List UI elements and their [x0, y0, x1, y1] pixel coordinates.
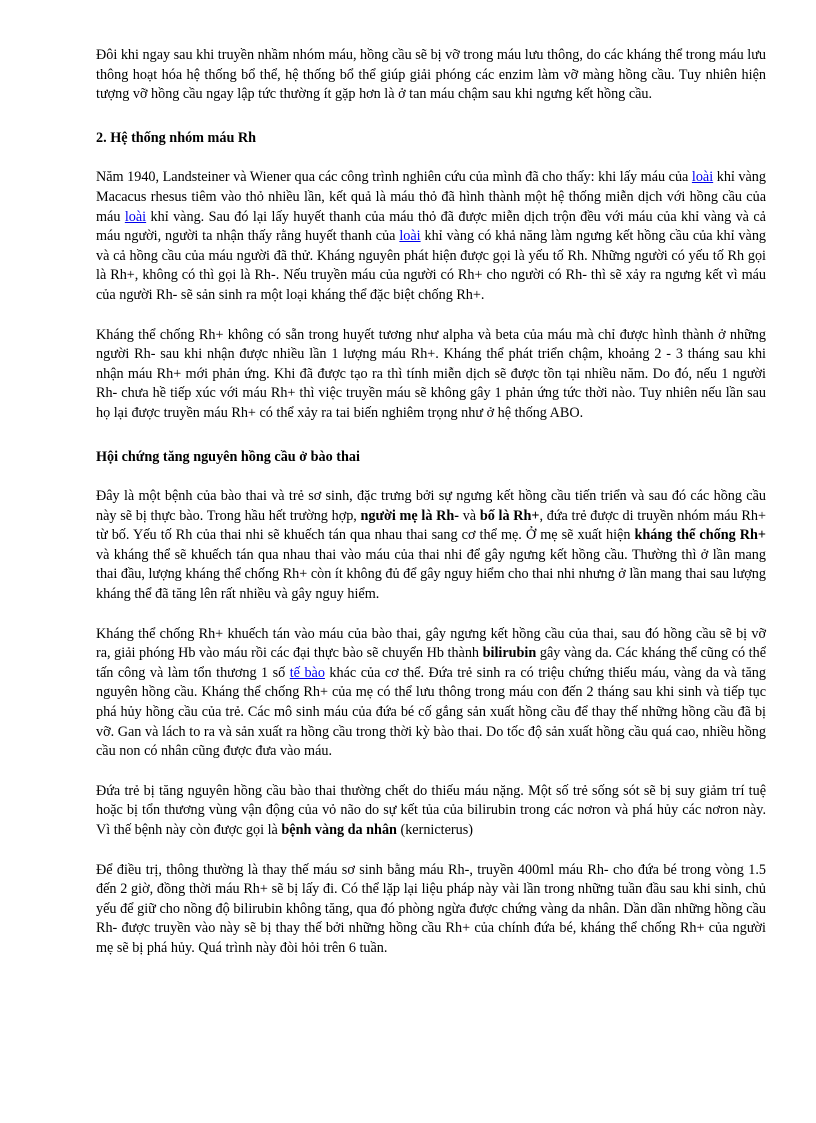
- text-run: khỉ vàng. Sau đó lại lấy huyết thanh của máu thỏ đã được miễn dịch trộn đều với máu của khỉ vàng và cả máu người, người ta nhận thấy rằng huyết thanh của: [96, 208, 766, 245]
- link-te-bao[interactable]: tế bào: [289, 664, 325, 681]
- paragraph-hemolysis: Đôi khi ngay sau khi truyền nhầm nhóm máu, hồng cầu sẽ bị vỡ trong máu lưu thông, do các kháng thể trong máu lưu thông hoạt hóa hệ thống bổ thể, hệ thống bổ thể giúp giải phóng các enzim làm vỡ màng hồng cầu. Tuy nhiên hiện tượng vỡ hồng cầu ngay lập tức thường ít gặp hơn là ở tan máu chậm sau khi ngưng kết hồng cầu.: [96, 47, 766, 103]
- bold-kernicterus: bệnh vàng da nhân: [281, 822, 397, 838]
- text-run: Đứa trẻ bị tăng nguyên hồng cầu bào thai thường chết do thiếu máu nặng. Một số trẻ sống sót sẽ bị suy giảm trí tuệ hoặc bị tổn thương vùng vận động của vỏ não do sự kết tủa của bilirubin trong các nơron và phá hủy các nơron này. Vì thế bệnh này còn được gọi là: [96, 782, 766, 838]
- paragraph-anti-rh-antibody: Kháng thể chống Rh+ không có sẵn trong huyết tương như alpha và beta của máu mà chỉ được hình thành ở những người Rh- sau khi nhận được nhiều lần 1 lượng máu Rh+. Kháng thể phát triển chậm, khoảng 2 - 3 tháng sau khi nhận máu Rh+ mới phản ứng. Khi đã được tạo ra thì tính miễn dịch sẽ được tồn tại nhiều năm. Do đó, nếu 1 người Rh- chưa hề tiếp xúc với máu Rh+ thì việc truyền máu sẽ không gây 1 phản ứng tức thời nào. Tuy nhiên nếu lần sau họ lại được truyền máu Rh+ có thể xảy ra tai biến nghiêm trọng như ở hệ thống ABO.: [96, 326, 766, 421]
- link-loai-2[interactable]: loài: [124, 208, 147, 225]
- heading-rh-system: 2. Hệ thống nhóm máu Rh: [96, 129, 257, 146]
- paragraph-kernicterus: [96, 782, 766, 841]
- text-run: khỉ vàng Macacus rhesus tiêm vào thỏ nhiều lần, kết quả là máu thỏ đã hình thành một hệ thống miễn dịch với hồng cầu của máu: [96, 169, 766, 225]
- bold-bilirubin: bilirubin: [482, 645, 537, 662]
- bold-anti-rh-antibody: kháng thể chống Rh+: [634, 527, 766, 544]
- text-run: , đứa trẻ được di truyền nhóm máu Rh+ từ bố. Yếu tố Rh của thai nhi sẽ khuếch tán qua nhau thai sang cơ thể mẹ. Ở mẹ sẽ xuất hiện: [96, 507, 766, 544]
- text-run: và kháng thể sẽ khuếch tán qua nhau thai vào máu của thai nhi để gây ngưng kết hồng cầu. Thường thì ở lần mang thai đầu, lượng kháng thể chống Rh+ còn ít không đủ để gây nguy hiểm cho thai nhi nhưng ở lần mang thai sau lượng kháng thể đã tăng lên rất nhiều và gây nguy hiểm.: [96, 546, 766, 603]
- text-run: Đây là một bệnh của bào thai và trẻ sơ sinh, đặc trưng bởi sự ngưng kết hồng cầu tiến triển và sau đó các hồng cầu này sẽ bị thực bào. Trong hầu hết trường hợp,: [96, 488, 766, 524]
- paragraph-fetal-disease: [96, 487, 766, 605]
- text-run: (kernicterus): [396, 822, 473, 838]
- text-run: Kháng thể chống Rh+ khuếch tán vào máu của bào thai, gây ngưng kết hồng cầu của thai, sau đó hồng cầu sẽ bị vỡ ra, giải phóng Hb vào máu rồi các đại thực bào sẽ chuyển Hb thành: [96, 625, 766, 662]
- paragraph-treatment: Để điều trị, thông thường là thay thế máu sơ sinh bằng máu Rh-, truyền 400ml máu Rh- cho đứa bé trong vòng 1.5 đến 2 giờ, đồng thời máu Rh+ sẽ bị lấy đi. Có thể lặp lại liệu pháp này vài lần trong những tuần đầu sau khi sinh, chủ yếu để giữ cho nồng độ bilirubin không tăng, qua đó phòng ngừa được chứng vàng da nhân. Dần dần những hồng cầu Rh- được truyền vào này sẽ bị thay thế bởi những hồng cầu Rh+ của chính đứa bé, kháng thể chống Rh+ của người mẹ sẽ bị phá hủy. Quá trình này đòi hỏi trên 6 tuần.: [96, 861, 766, 956]
- link-loai-3[interactable]: loài: [399, 228, 421, 245]
- text-run: và: [459, 507, 480, 524]
- text-run: khác của cơ thể. Đứa trẻ sinh ra có triệu chứng thiếu máu, vàng da và tăng nguyên hồng cầu. Kháng thể chống Rh+ của mẹ có thể lưu thông trong máu con đến 2 tháng sau khi sinh và tiếp tục phá hủy hồng cầu của trẻ. Các mô sinh máu của đứa bé cố gắng sản xuất hồng cầu để thay thế những hồng cầu đã bị vỡ. Gan và lách to ra và sản xuất ra hồng cầu trong thời kỳ bào thai. Do tốc độ sản xuất hồng cầu quá cao, nhiều hồng cầu non có nhân cũng được đưa vào máu.: [96, 664, 766, 760]
- text-run: Năm 1940, Landsteiner và Wiener qua các công trình nghiên cứu của mình đã cho thấy: khi lấy máu của: [96, 169, 692, 186]
- paragraph-antibody-diffusion: [96, 625, 766, 762]
- bold-father-rh-positive: bố là Rh+: [479, 507, 540, 524]
- text-run: gây vàng da. Các kháng thể cũng có thể tấn công và làm tổn thương 1 số: [96, 645, 767, 681]
- bold-mother-rh-negative: người mẹ là Rh-: [360, 507, 459, 524]
- text-run: khỉ vàng có khả năng làm ngưng kết hồng cầu của khỉ vàng và cả hồng cầu của máu người đã thử. Kháng nguyên phát hiện được gọi là yếu tố Rh. Những người có yếu tố Rh gọi là Rh+, không có thì gọi là Rh-. Nếu truyền máu của người có Rh+ cho người có Rh- thì sẽ xảy ra ngưng kết vì máu của người Rh- sẽ sản sinh ra một loại kháng thể đặc biệt chống Rh+.: [96, 228, 767, 303]
- link-loai-1[interactable]: loài: [691, 169, 714, 186]
- heading-fetal-erythroblastosis: Hội chứng tăng nguyên hồng cầu ở bào thai: [96, 448, 360, 465]
- paragraph-rh-discovery: [96, 168, 766, 305]
